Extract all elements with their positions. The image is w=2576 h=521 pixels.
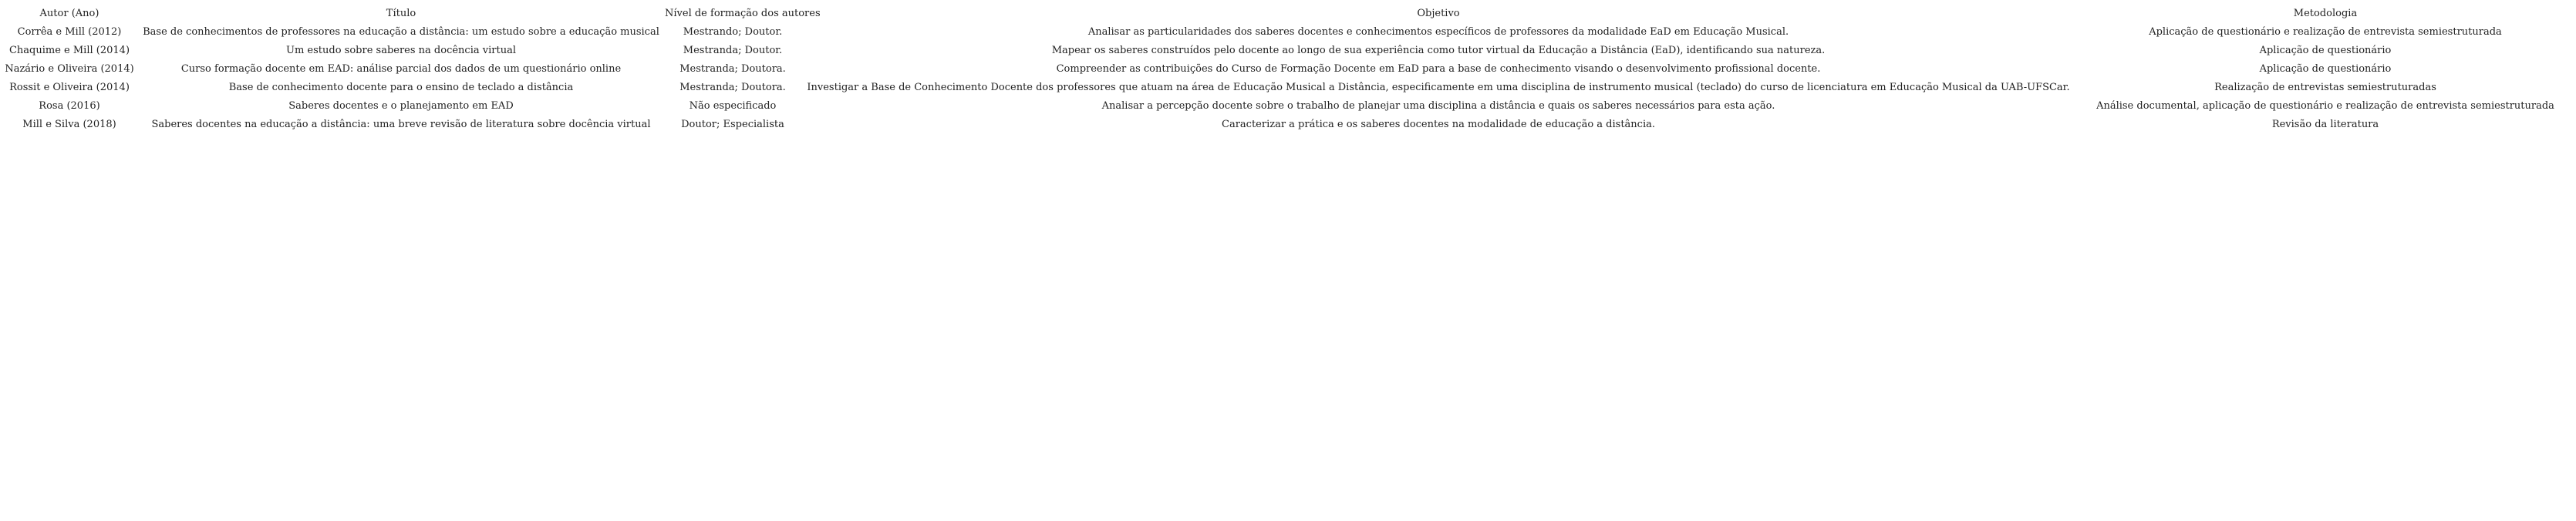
cell-objective: Mapear os saberes construídos pelo docente ao longo de sua experiência como tutor virtual da Educação a Distância (EaD), identificando sua natureza. (1051, 45, 1826, 56)
cell-author-year: Nazário e Oliveira (2014) (5, 63, 134, 75)
cell-title: Base de conhecimento docente para o ensino de teclado a distância (228, 82, 574, 93)
cell-objective: Caracterizar a prática e os saberes docentes na modalidade de educação a distância. (1222, 119, 1655, 130)
table-row (0, 42, 2576, 60)
table-row (0, 60, 2576, 79)
cell-methodology: Aplicação de questionário (2259, 45, 2392, 56)
cell-author-year: Rosa (2016) (39, 100, 100, 112)
column-header-methodology: Metodologia (2293, 8, 2358, 19)
cell-title: Curso formação docente em EAD: análise parcial dos dados de um questionário online (180, 63, 622, 75)
cell-title: Saberes docentes e o planejamento em EAD (288, 100, 514, 112)
cell-education-level: Mestrando; Doutor. (683, 26, 783, 38)
cell-education-level: Mestranda; Doutora. (679, 63, 786, 75)
table-row (0, 116, 2576, 134)
table-row (0, 79, 2576, 97)
cell-author-year: Rossit e Oliveira (2014) (9, 82, 130, 93)
cell-author-year: Chaquime e Mill (2014) (8, 45, 130, 56)
cell-title: Saberes docentes na educação a distância: uma breve revisão de literatura sobre docência virtual (151, 119, 651, 130)
cell-methodology: Análise documental, aplicação de questionário e realização de entrevista semiestruturada (2096, 100, 2554, 112)
cell-author-year: Corrêa e Mill (2012) (17, 26, 122, 38)
column-header-education-level: Nível de formação dos autores (665, 8, 821, 19)
column-header-title: Título (386, 8, 416, 19)
cell-objective: Investigar a Base de Conhecimento Docente dos professores que atuam na área de Educação Musical a Distância, especificamente em uma disciplina de instrumento musical (teclado) do curso de licenciatura em Educação Musical da UAB-UFSCar. (807, 82, 2070, 93)
column-header-objective: Objetivo (1417, 8, 1460, 19)
cell-methodology: Aplicação de questionário (2259, 63, 2392, 75)
literature-review-table (0, 5, 2576, 134)
cell-methodology: Aplicação de questionário e realização de entrevista semiestruturada (2149, 26, 2502, 38)
cell-education-level: Mestranda; Doutor. (683, 45, 783, 56)
cell-education-level: Doutor; Especialista (681, 119, 784, 130)
column-header-author-year: Autor (Ano) (39, 8, 99, 19)
cell-education-level: Não especificado (689, 100, 777, 112)
table-row (0, 23, 2576, 42)
table-row (0, 97, 2576, 116)
table-header-row (0, 5, 2576, 23)
cell-methodology: Realização de entrevistas semiestruturadas (2214, 82, 2436, 93)
cell-methodology: Revisão da literatura (2271, 119, 2379, 130)
cell-objective: Analisar a percepção docente sobre o trabalho de planejar uma disciplina a distância e quais os saberes necessários para esta ação. (1101, 100, 1775, 112)
cell-author-year: Mill e Silva (2018) (22, 119, 116, 130)
cell-title: Um estudo sobre saberes na docência virtual (286, 45, 516, 56)
cell-objective: Compreender as contribuições do Curso de Formação Docente em EaD para a base de conhecimento visando o desenvolvimento profissional docente. (1056, 63, 1821, 75)
cell-education-level: Mestranda; Doutora. (679, 82, 786, 93)
cell-objective: Analisar as particularidades dos saberes docentes e conhecimentos específicos de professores da modalidade EaD em Educação Musical. (1087, 26, 1789, 38)
cell-title: Base de conhecimentos de professores na educação a distância: um estudo sobre a educação musical (143, 26, 659, 38)
